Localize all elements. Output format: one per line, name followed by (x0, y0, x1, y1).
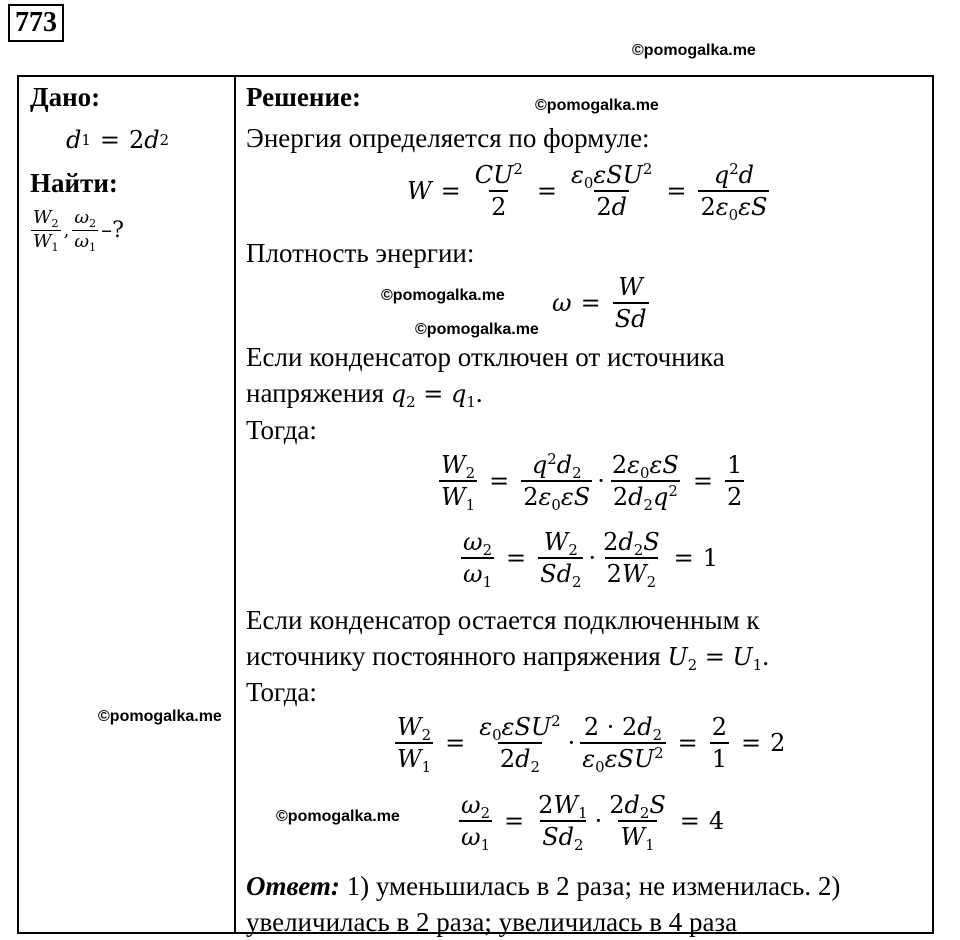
find-suffix: –? (101, 217, 124, 243)
watermark: ©pomogalka.me (632, 42, 756, 59)
answer-text: 1) уменьшилась в 2 раза; не изменилась. 2) увеличилась в 2 раза; увеличилась в 4 раза (246, 871, 841, 937)
given-formula: d 1 = 2 d 2 (66, 126, 170, 154)
density-formula: ω = $\frac{W}{Sd}$ (552, 273, 647, 333)
answer (246, 868, 936, 940)
density-ratio-formula-1: $\frac{\omega_2}{\omega_1}$ = $\frac{W_2}{Sd_2}$ · $\frac{2d_2S}{2W_2}$ = 1 (463, 528, 719, 592)
disconnected-line-2: напряжения $q_2 = q_1$. (246, 378, 483, 412)
density-ratio-formula-2: $\frac{\omega_2}{\omega_1}$ = $\frac{2W_1}{Sd_2}$ · $\frac{2d_2S}{W_1}$ = 4 (461, 791, 725, 855)
watermark: ©pomogalka.me (98, 708, 222, 725)
find-header: Найти: (30, 168, 118, 198)
watermark: ©pomogalka.me (535, 97, 659, 114)
watermark: ©pomogalka.me (381, 287, 505, 304)
then-line-2: Тогда: (246, 677, 317, 707)
disconnected-line-1: Если конденсатор отключен от источника (246, 342, 725, 372)
given-header: Дано: (30, 82, 101, 112)
connected-line-1: Если конденсатор остается подключенным к (246, 605, 760, 635)
watermark: ©pomogalka.me (415, 321, 539, 338)
solution-header: Решение: (246, 82, 361, 112)
energy-line: Энергия определяется по формуле: (246, 123, 650, 153)
energy-ratio-formula-1: $\frac{W_2}{W_1}$ = $\frac{q^2d_2}{2\varepsilon_0\varepsilon S}$ · $\frac{2\varepsilon_0\varepsilon S}{2d_2q^2}$ = $\frac{1}{2}$ (441, 450, 743, 515)
problem-number: 773 (8, 4, 64, 42)
find-formula: $\frac{W_2}{W_1}$ , $\frac{\omega_2}{\omega_1}$ –? (33, 207, 124, 254)
column-divider (234, 75, 236, 934)
energy-formula: W = $\frac{CU^2}{2}$ = $\frac{\varepsilon_0\varepsilon SU^2}{2d}$ = $\frac{q^2d}{2\varepsilon_0\varepsilon S}$ (407, 160, 768, 225)
then-line-1: Тогда: (246, 415, 317, 445)
connected-line-2: источнику постоянного напряжения $U_2 = U_1$. (246, 641, 769, 675)
energy-ratio-formula-2: $\frac{W_2}{W_1}$ = $\frac{\varepsilon_0\varepsilon SU^2}{2d_2}$ · $\frac{2 \cdot 2d_2}{\varepsilon_0\varepsilon SU^2}$ = $\frac{2}{1}$ = 2 (397, 712, 786, 777)
density-line: Плотность энергии: (246, 238, 475, 268)
answer-label: Ответ: (246, 871, 340, 901)
watermark: ©pomogalka.me (276, 808, 400, 825)
